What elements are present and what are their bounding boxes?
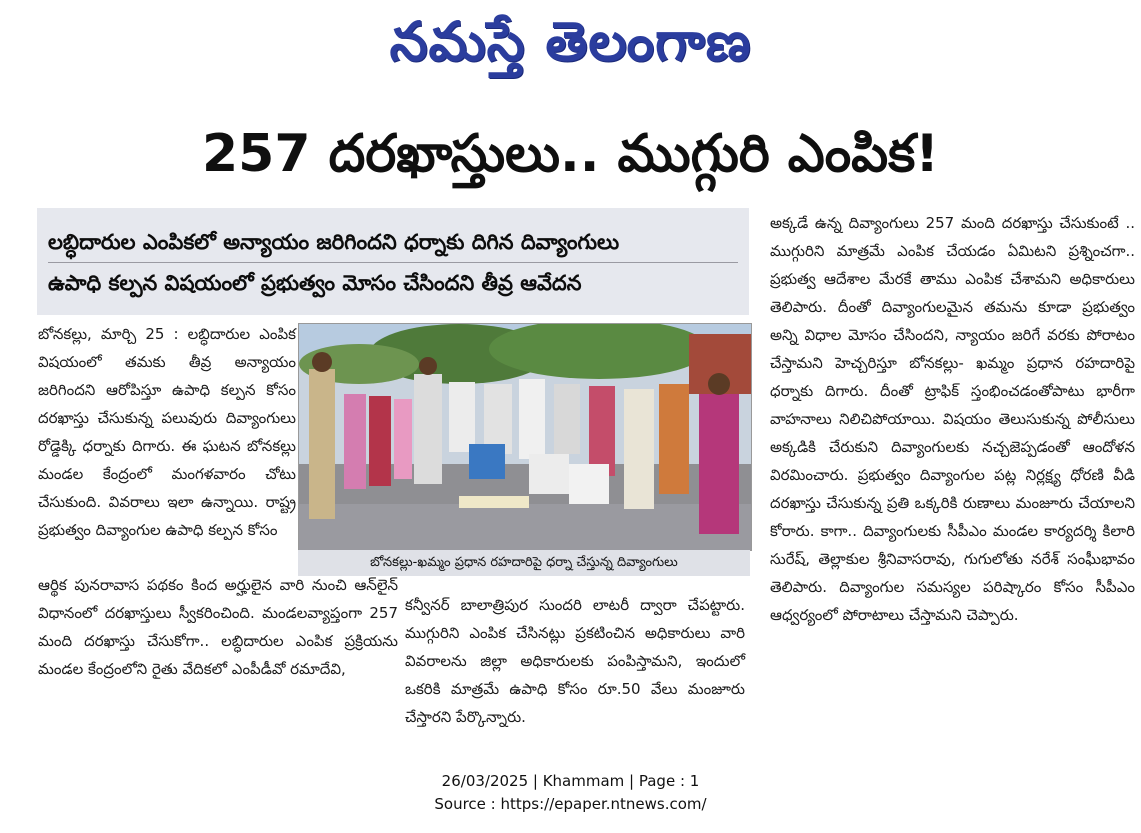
article-photo: [298, 323, 752, 551]
footer-source: Source : https://epaper.ntnews.com/: [434, 795, 707, 813]
article-column-2: కన్వీనర్ బాలాత్రిపుర సుందరి లాటరీ ద్వారా చేపట్టారు. ముగ్గురిని ఎంపిక చేసినట్లు ప్రకటించిన అధికారులు వారి వివరాలను జిల్లా అధికారులకు పంపిస్తామని, ఇందులో ఒకరికి మాత్రమే ఉపాధి కోసం రూ.50 వేలు మంజూరు చేస్తారని పేర్కొన్నారు.: [405, 596, 745, 726]
newspaper-masthead: నమస్తే తెలంగాణ: [389, 10, 752, 73]
article-headline: 257 దరఖాస్తులు.. ముగ్గురి ఎంపిక!: [202, 124, 939, 184]
photo-caption: బోనకల్లు-ఖమ్మం ప్రధాన రహదారిపై ధర్నా చేస్తున్న దివ్యాంగులు: [298, 550, 750, 576]
subheadline-2: ఉపాధి కల్పన విషయంలో ప్రభుత్వం మోసం చేసిందని తీవ్ర ఆవేదన: [48, 271, 582, 295]
article-column-3: అక్కడే ఉన్న దివ్యాంగులు 257 మంది దరఖాస్తు చేసుకుంటే .. ముగ్గురిని మాత్రమే ఎంపిక చేయడం ఏమిటని ప్రశ్నించగా.. ప్రభుత్వ ఆదేశాల మేరకే తాము ఎంపిక చేశామని అధికారులు తెలిపారు. దీంతో దివ్యాంగులమైన తమను కూడా ప్రభుత్వం అన్ని విధాల మోసం చేసిందని, న్యాయం జరిగే వరకు పోరాటం చేస్తామని హెచ్చరిస్తూ బోనకల్లు- ఖమ్మం ప్రధాన రహదారిపై ధర్నాకు దిగారు. దీంతో ట్రాఫిక్ స్తంభించడంతోపాటు భారీగా వాహనాలు నిలిచిపోయాయి. విషయం తెలుసుకున్న పోలీసులు అక్కడికి చేరుకుని దివ్యాంగులకు నచ్చజెప్పడంతో ఆందోళన విరమించారు. ప్రభుత్వం దివ్యాంగుల పట్ల నిర్లక్ష్య ధోరణి వీడి దరఖాస్తు చేసుకున్న ప్రతి ఒక్కరికి రుణాలు మంజూరు చేయాలని కోరారు. కాగా.. దివ్యాంగులకు సీపీఎం మండల కార్యదర్శి కిలారి సురేష్, తెల్లాకుల శ్రీనివాసరావు, గుగులోతు నరేశ్ సంఘీభావం తెలిపారు. దివ్యాంగుల సమస్యల పరిష్కారం కోసం సీపీఎం ఆధ్వర్యంలో పోరాటాలు చేస్తామని చెప్పారు.: [770, 214, 1135, 624]
protest-photo-illustration: [299, 324, 751, 550]
footer-date-edition: 26/03/2025 | Khammam | Page : 1: [441, 772, 700, 790]
article-column-1-top: బోనకల్లు, మార్చి 25 : లబ్ధిదారుల ఎంపిక విషయంలో తమకు తీవ్ర అన్యాయం జరిగిందని ఆరోపిస్తూ ఉపాధి కల్పన కోసం దరఖాస్తు చేసుకున్న పలువురు దివ్యాంగులు రోడ్డెక్కి ధర్నాకు దిగారు. ఈ ఘటన బోనకల్లు మండల కేంద్రంలో మంగళవారం చోటు చేసుకుంది. వివరాలు ఇలా ఉన్నాయి. రాష్ట్ర ప్రభుత్వం దివ్యాంగుల ఉపాధి కల్పన కోసం: [38, 325, 296, 539]
subhead-divider: [48, 262, 738, 263]
article-column-1-bottom: ఆర్థిక పునరావాస పథకం కింద అర్హులైన వారి నుంచి ఆన్‌లైన్ విధానంలో దరఖాస్తులు స్వీకరించింది. మండలవ్యాప్తంగా 257 మంది దరఖాస్తు చేసుకోగా.. లబ్ధిదారుల ఎంపిక ప్రక్రియను మండల కేంద్రంలోని రైతు వేదికలో ఎంపీడీవో రమాదేవి,: [38, 576, 398, 678]
subheadline-1: లబ్ధిదారుల ఎంపికలో అన్యాయం జరిగిందని ధర్నాకు దిగిన దివ్యాంగులు: [48, 230, 620, 254]
